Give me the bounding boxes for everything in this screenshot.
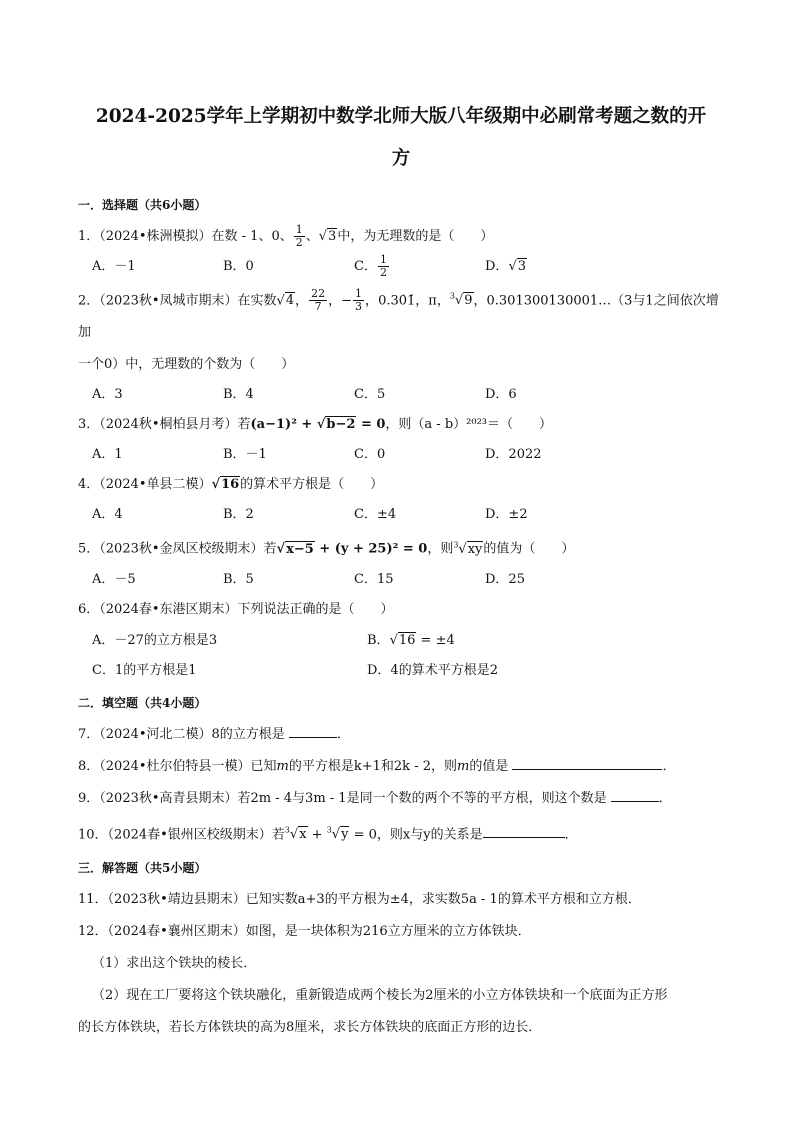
option-b[interactable]: B．√16 = ±4 xyxy=(367,632,455,648)
fraction: $\frac{1}{2}$ xyxy=(295,223,303,249)
sqrt-expression: √3 xyxy=(318,229,337,244)
question-6: 6．（2024春•东港区期末）下列说法正确的是（ ） xyxy=(78,601,394,617)
option-c[interactable]: C．1的平方根是1 xyxy=(92,662,197,678)
option-d[interactable]: D．4的算术平方根是2 xyxy=(367,662,498,678)
option-c[interactable]: C．0 xyxy=(354,447,386,463)
option-c[interactable]: C．±4 xyxy=(354,507,397,523)
section-heading-fill: 二．填空题（共4小题） xyxy=(78,695,207,710)
option-a[interactable]: A．－5 xyxy=(92,571,136,587)
option-d[interactable]: D．√3 xyxy=(485,259,527,274)
question-2: 2．（2023秋•凤城市期末）在实数√4， $\frac{22}{7}$ ，− $\frac{1}{3}$ ，0.30̇1̇，π，$^3$√9，0.301300130001…（3与1之间依次增加 xyxy=(78,287,719,341)
question-10: 10．（2024春•银州区校级期末）若$^3$√x + $^3$√y = 0，则x与y的关系是 ． xyxy=(78,815,724,851)
question-6-options xyxy=(92,626,724,686)
question-12-part-2: （2）现在工厂要将这个铁块融化，重新锻造成两个棱长为2厘米的小立方体铁块和一个底面为正方形 xyxy=(92,987,668,1003)
option-d[interactable]: D．2022 xyxy=(485,447,542,463)
option-c[interactable]: C．5 xyxy=(354,387,386,403)
option-d[interactable]: D．±2 xyxy=(485,507,528,523)
question-12: 12．（2024春•襄州区期末）如图，是一块体积为216立方厘米的立方体铁块． xyxy=(78,923,531,939)
question-9: 9．（2023秋•高青县期末）若2m - 4与3m - 1是同一个数的两个不等的平方根，则这个数是 ． xyxy=(78,783,724,815)
question-4-options xyxy=(92,501,724,529)
answer-blank[interactable] xyxy=(512,755,662,770)
option-b[interactable]: B．2 xyxy=(223,507,254,523)
section-heading-solve: 三．解答题（共5小题） xyxy=(78,860,207,875)
question-4: 4．（2024•单县二模）√16的算术平方根是（ ） xyxy=(78,477,384,493)
answer-blank[interactable] xyxy=(611,787,659,802)
question-1-options xyxy=(92,253,724,281)
option-c[interactable]: C． $\frac{1}{2}$ xyxy=(354,253,387,279)
question-8: 8．（2024•杜尔伯特县一模）已知m的平方根是k+1和2k - 2，则m的值是 ． xyxy=(78,751,724,783)
option-d[interactable]: D．25 xyxy=(485,571,525,587)
question-3: 3．（2024秋•桐柏县月考）若(a−1)² + √b−2 = 0，则（a - b）²⁰²³＝（ ） xyxy=(78,417,552,433)
question-1: 1．（2024•株洲模拟）在数 - 1、0、 $\frac{1}{2}$ 、√3中，为无理数的是（ ） xyxy=(78,223,494,249)
answer-blank[interactable] xyxy=(483,823,565,838)
question-5-options xyxy=(92,566,724,594)
option-b[interactable]: B．－1 xyxy=(223,447,267,463)
option-c[interactable]: C．15 xyxy=(354,571,394,587)
option-b[interactable]: B．4 xyxy=(223,387,254,403)
answer-blank[interactable] xyxy=(289,723,337,738)
option-b[interactable]: B．0 xyxy=(223,259,254,274)
question-7: 7．（2024•河北二模）8的立方根是 ． xyxy=(78,719,724,751)
question-2-options xyxy=(92,381,724,409)
option-d[interactable]: D．6 xyxy=(485,387,517,403)
section-heading-choice: 一．选择题（共6小题） xyxy=(78,198,207,212)
option-a[interactable]: A．3 xyxy=(92,387,123,403)
question-3-options xyxy=(92,441,724,469)
option-a[interactable]: A．－1 xyxy=(92,259,136,274)
option-b[interactable]: B．5 xyxy=(223,571,254,587)
option-a[interactable]: A．4 xyxy=(92,507,123,523)
question-12-part-2-continued: 的长方体铁块，若长方体铁块的高为8厘米，求长方体铁块的底面正方形的边长． xyxy=(78,1019,542,1035)
question-2-continued: 一个0）中，无理数的个数为（ ） xyxy=(78,357,295,373)
page-title: 2024-2025学年上学期初中数学北师大版八年级期中必刷常考题之数的开 方 xyxy=(95,106,707,169)
question-12-part-1: （1）求出这个铁块的棱长． xyxy=(92,955,257,971)
option-a[interactable]: A．1 xyxy=(92,447,123,463)
option-a[interactable]: A．－27的立方根是3 xyxy=(92,632,218,648)
question-5: 5．（2023秋•金凤区校级期末）若√x−5 + (y + 25)² = 0，则$^3$√xy的值为（ ） xyxy=(78,540,575,557)
question-11: 11．（2023秋•靖边县期末）已知实数a+3的平方根为±4，求实数5a - 1的算术平方根和立方根． xyxy=(78,891,641,907)
